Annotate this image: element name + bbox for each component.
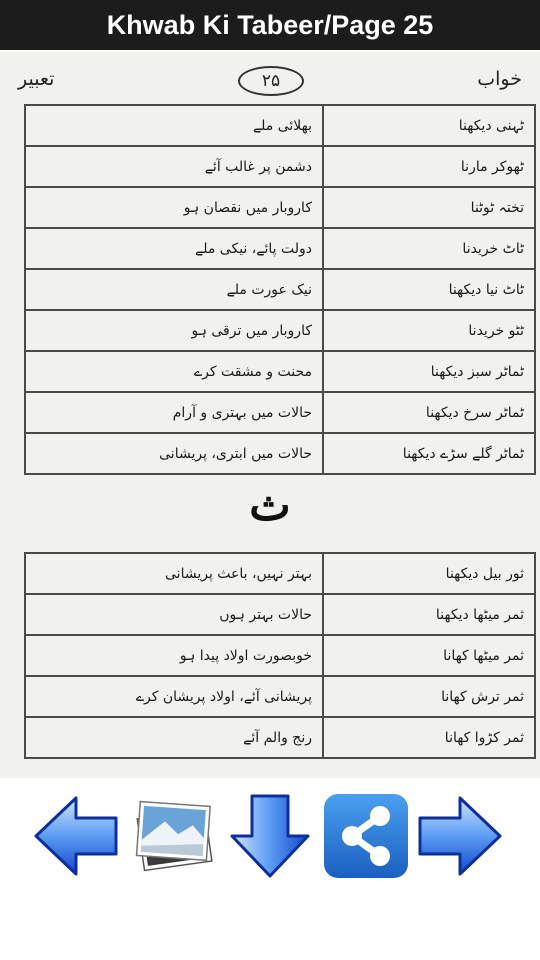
meaning-cell: محنت و مشقت کرے [25, 351, 323, 392]
table-row [25, 187, 535, 228]
table-row [25, 351, 535, 392]
next-button[interactable] [416, 792, 504, 880]
dream-table-2 [24, 552, 536, 759]
dream-cell: ثمر میٹھا دیکھنا [323, 594, 535, 635]
header-left-text: تعبیر [18, 68, 55, 90]
page-header [18, 66, 522, 98]
dream-cell: ٹماٹر سرخ دیکھنا [323, 392, 535, 433]
table-row [25, 553, 535, 594]
header-right-text: خواب [477, 68, 522, 90]
section-letter: ث [249, 480, 291, 531]
table-row [25, 635, 535, 676]
meaning-cell: دشمن پر غالب آئے [25, 146, 323, 187]
arrow-left-icon [32, 792, 120, 880]
dream-cell: ٹاٹ نیا دیکھنا [323, 269, 535, 310]
meaning-cell: کاروبار میں نقصان ہو [25, 187, 323, 228]
scanned-page [0, 52, 540, 778]
table-row [25, 717, 535, 758]
dream-cell: ٹٹو خریدنا [323, 310, 535, 351]
meaning-cell: دولت پائے، نیکی ملے [25, 228, 323, 269]
table-row [25, 392, 535, 433]
meaning-cell: حالات بہتر ہوں [25, 594, 323, 635]
dream-cell: ٹماٹر سبز دیکھنا [323, 351, 535, 392]
meaning-cell: حالات میں ابتری، پریشانی [25, 433, 323, 474]
share-button[interactable] [322, 792, 410, 880]
meaning-cell: نیک عورت ملے [25, 269, 323, 310]
table-row [25, 594, 535, 635]
table-row [25, 676, 535, 717]
title-bar [0, 0, 540, 50]
meaning-cell: کاروبار میں ترقی ہو [25, 310, 323, 351]
arrow-down-icon [226, 792, 314, 880]
dream-cell: ثور بیل دیکھنا [323, 553, 535, 594]
table-row [25, 105, 535, 146]
meaning-cell: بہتر نہیں، باعث پریشانی [25, 553, 323, 594]
meaning-cell: بھلائی ملے [25, 105, 323, 146]
meaning-cell: حالات میں بہتری و آرام [25, 392, 323, 433]
dream-cell: ٹاٹ خریدنا [323, 228, 535, 269]
back-button[interactable] [32, 792, 120, 880]
bottom-toolbar [0, 786, 540, 886]
meaning-cell: خوبصورت اولاد پیدا ہو [25, 635, 323, 676]
meaning-cell: رنج والم آئے [25, 717, 323, 758]
meaning-cell: پریشانی آئے، اولاد پریشان کرے [25, 676, 323, 717]
arrow-right-icon [416, 792, 504, 880]
dream-cell: ٹماٹر گلے سڑے دیکھنا [323, 433, 535, 474]
dream-table-1 [24, 104, 536, 475]
dream-cell: ثمر کڑوا کھانا [323, 717, 535, 758]
dream-cell: ثمر ترش کھانا [323, 676, 535, 717]
dream-cell: ٹھوکر مارنا [323, 146, 535, 187]
page-number-badge: ۲۵ [238, 66, 304, 96]
dream-cell: ثمر میٹھا کھانا [323, 635, 535, 676]
gallery-button[interactable] [130, 792, 218, 880]
page-title: Khwab Ki Tabeer/Page 25 [106, 9, 434, 40]
gallery-photos-icon [130, 792, 218, 880]
table-row [25, 433, 535, 474]
dream-cell: ٹہنی دیکھنا [323, 105, 535, 146]
table-row [25, 146, 535, 187]
table-row [25, 269, 535, 310]
table-row [25, 310, 535, 351]
share-icon [322, 792, 410, 880]
download-button[interactable] [226, 792, 314, 880]
dream-cell: تختہ ٹوٹنا [323, 187, 535, 228]
table-row [25, 228, 535, 269]
